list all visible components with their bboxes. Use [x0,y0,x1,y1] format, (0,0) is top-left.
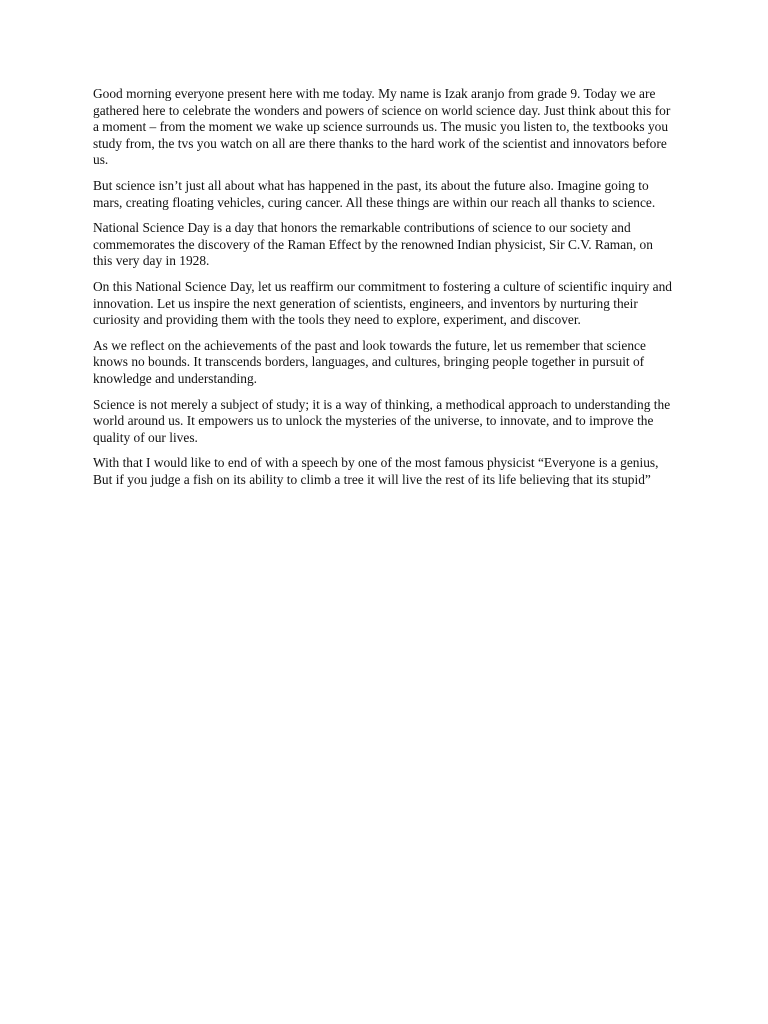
document-page [93,86,675,497]
paragraph-commitment: On this National Science Day, let us reaffirm our commitment to fostering a culture of scientific inquiry and innovation. Let us inspire the next generation of scientists, engineers, and inventors by nurturing their curiosity and providing them with the tools they need to explore, experiment, and discover. [93,278,672,328]
paragraph-future: But science isn’t just all about what has happened in the past, its about the future also. Imagine going to mars, creating floating vehicles, curing cancer. All these things are within our reach all thanks to science. [93,177,656,210]
paragraph-closing-quote: With that I would like to end of with a speech by one of the most famous physicist “Everyone is a genius, But if you judge a fish on its ability to climb a tree it will live the rest of its life believing that its stupid” [93,455,659,487]
paragraph-introduction: Good morning everyone present here with me today. My name is Izak aranjo from grade 9. Today we are gathered here to celebrate the wonders and powers of science on world science day. Just think about this for a moment – from the moment we wake up science surrounds us. The music you listen to, the textbooks you study from, the tvs you watch on all are there thanks to the hard work of the scientist and innovators before us. [93,86,671,168]
paragraph-national-science-day: National Science Day is a day that honors the remarkable contributions of science to our society and commemorates the discovery of the Raman Effect by the renowned Indian physicist, Sir C.V. Raman, on this very day in 1928. [93,220,653,269]
paragraph-reflection: As we reflect on the achievements of the past and look towards the future, let us remember that science knows no bounds. It transcends borders, languages, and cultures, bringing people together in pursuit of knowledge and understanding. [93,337,646,386]
paragraph-way-of-thinking: Science is not merely a subject of study; it is a way of thinking, a methodical approach to understanding the world around us. It empowers us to unlock the mysteries of the universe, to innovate, and to improve the quality of our lives. [93,396,671,445]
